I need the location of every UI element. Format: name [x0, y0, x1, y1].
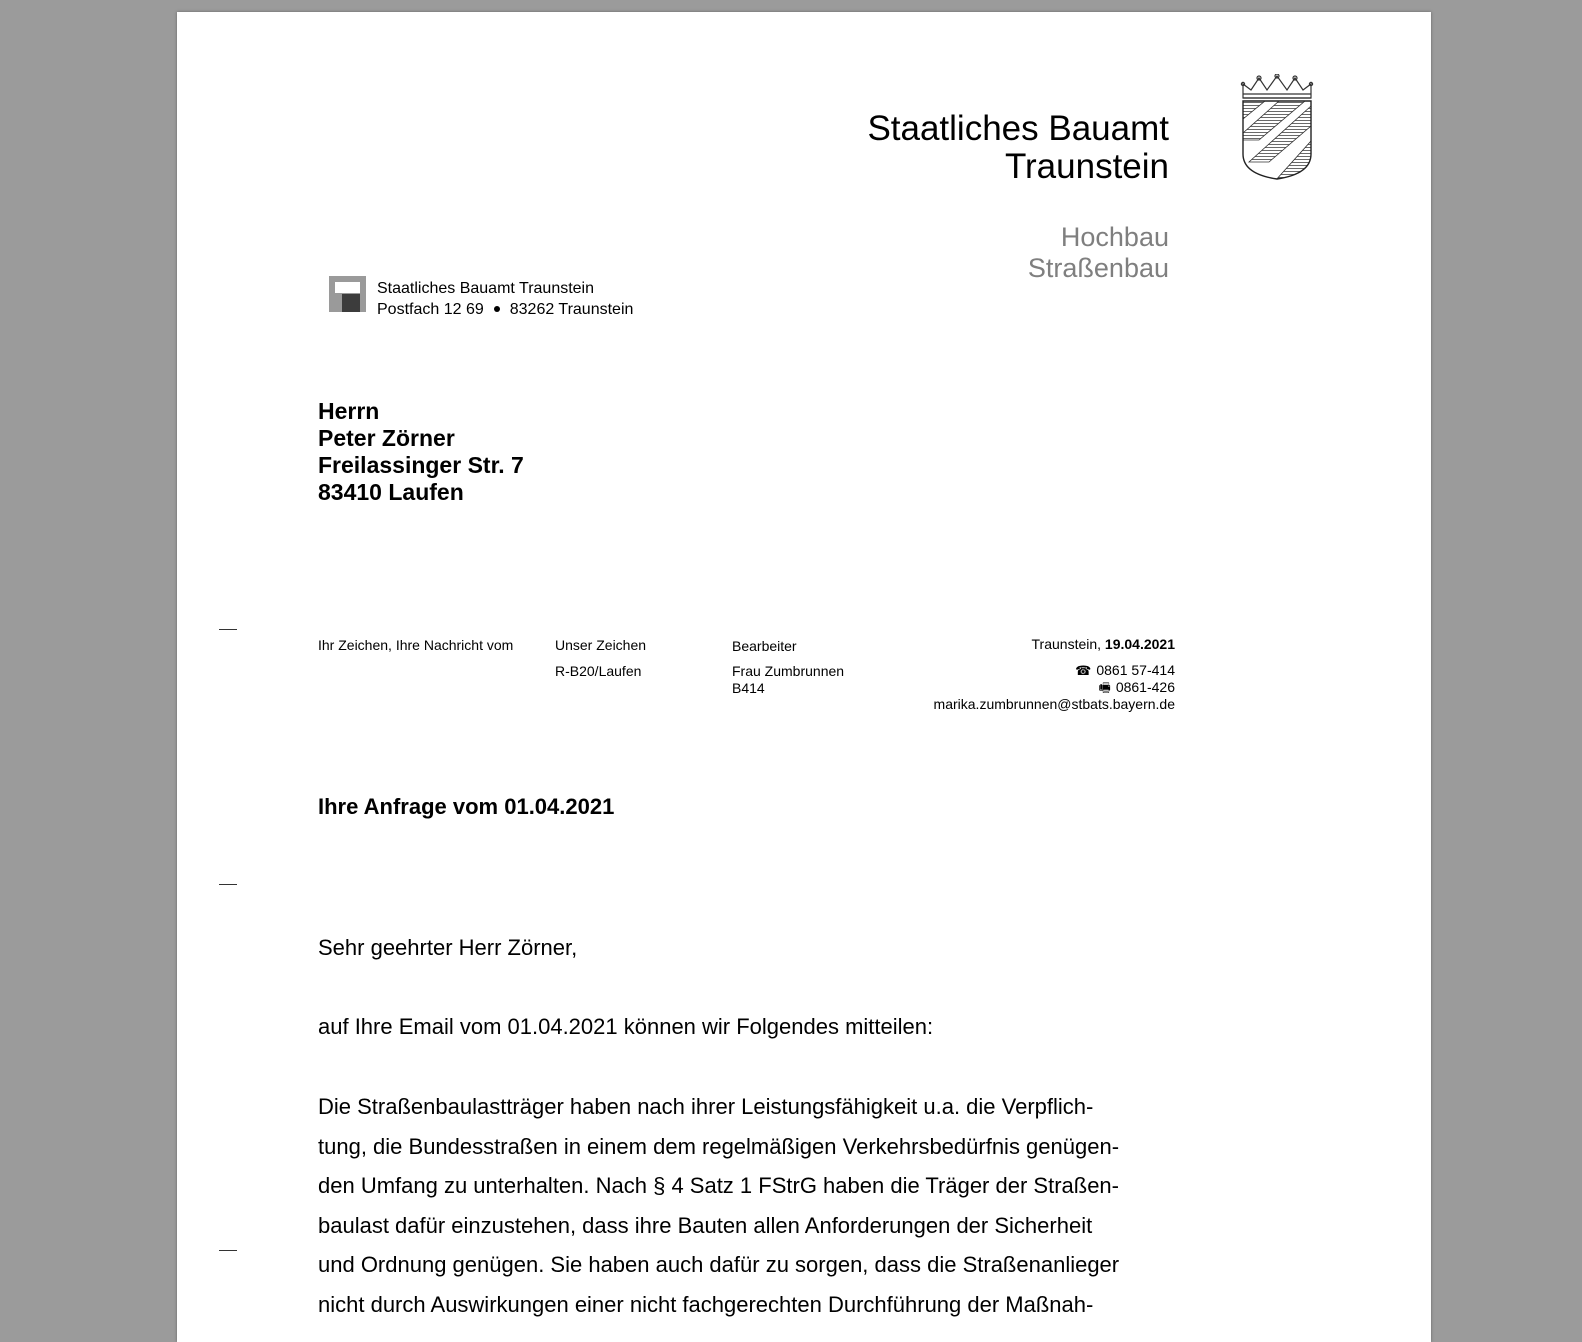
- return-address: [377, 278, 633, 320]
- fold-mark-bottom: [219, 1250, 237, 1251]
- paragraph-line: und Ordnung genügen. Sie haben auch dafür zu sorgen, dass die Straßenanlieger: [318, 1252, 1120, 1277]
- paragraph-line: den Umfang zu unterhalten. Nach § 4 Satz 1 FStrG haben die Träger der Straßen-: [318, 1173, 1119, 1198]
- fax-line: [1099, 679, 1175, 696]
- our-ref-label: Unser Zeichen: [555, 637, 647, 653]
- phone-line: [1075, 662, 1175, 679]
- body-paragraph: [318, 1087, 1178, 1324]
- clerk-name: Frau Zumbrunnen: [732, 663, 845, 679]
- bullet-separator: [494, 306, 500, 312]
- your-ref-label: Ihr Zeichen, Ihre Nachricht vom: [318, 637, 514, 653]
- phone-icon: ☎: [1075, 663, 1092, 678]
- return-postfach: Postfach 12 69: [377, 301, 484, 318]
- recipient-city: 83410 Laufen: [318, 479, 464, 505]
- bauamt-logo-icon: [329, 276, 366, 312]
- fold-mark-middle: [219, 884, 237, 885]
- paragraph-line: baulast dafür einzustehen, dass ihre Bauten allen Anforderungen der Sicherheit: [318, 1212, 1093, 1238]
- org-name-line2: Traunstein: [1004, 147, 1169, 186]
- divisions: [1028, 222, 1169, 284]
- email-address[interactable]: marika.zumbrunnen@stbats.bayern.de: [933, 696, 1175, 712]
- paragraph-line: Die Straßenbaulastträger haben nach ihrer Leistungsfähigkeit u.a. die Verpflich-: [318, 1094, 1094, 1119]
- recipient-salutation: Herrn: [318, 398, 380, 424]
- paragraph-line: tung, die Bundesstraßen in einem dem regelmäßigen Verkehrsbedürfnis genügen-: [318, 1133, 1120, 1159]
- recipient-address: [318, 398, 524, 506]
- recipient-street: Freilassinger Str. 7: [318, 452, 524, 478]
- return-address-line1: Staatliches Bauamt Traunstein: [377, 280, 595, 297]
- paragraph-line: nicht durch Auswirkungen einer nicht fachgerechten Durchführung der Maßnah-: [318, 1291, 1094, 1317]
- place-date: [1032, 636, 1175, 653]
- our-ref-value: R-B20/Laufen: [555, 663, 642, 679]
- subject-line: Ihre Anfrage vom 01.04.2021: [318, 794, 615, 819]
- salutation: Sehr geehrter Herr Zörner,: [318, 935, 578, 960]
- clerk-label: Bearbeiter: [732, 638, 797, 654]
- return-address-line2: [377, 299, 633, 320]
- letter-page: [177, 12, 1431, 1342]
- division-strassenbau: Straßenbau: [1027, 253, 1169, 283]
- recipient-name: Peter Zörner: [318, 425, 455, 451]
- fax-icon: 🖷: [1098, 680, 1111, 695]
- clerk-room: B414: [732, 680, 765, 696]
- letter-date: 19.04.2021: [1104, 636, 1175, 652]
- org-name-line1: Staatliches Bauamt: [867, 109, 1169, 148]
- fax-number: 0861-426: [1115, 679, 1175, 695]
- org-name: [867, 110, 1169, 186]
- fold-mark-top: [219, 629, 237, 630]
- division-hochbau: Hochbau: [1060, 222, 1169, 252]
- intro-sentence: auf Ihre Email vom 01.04.2021 können wir Folgendes mitteilen:: [318, 1014, 934, 1039]
- return-plz-city: 83262 Traunstein: [509, 301, 634, 318]
- bavarian-coat-of-arms-icon: [1239, 74, 1315, 180]
- place: Traunstein,: [1031, 636, 1102, 652]
- phone-number: 0861 57-414: [1096, 662, 1175, 678]
